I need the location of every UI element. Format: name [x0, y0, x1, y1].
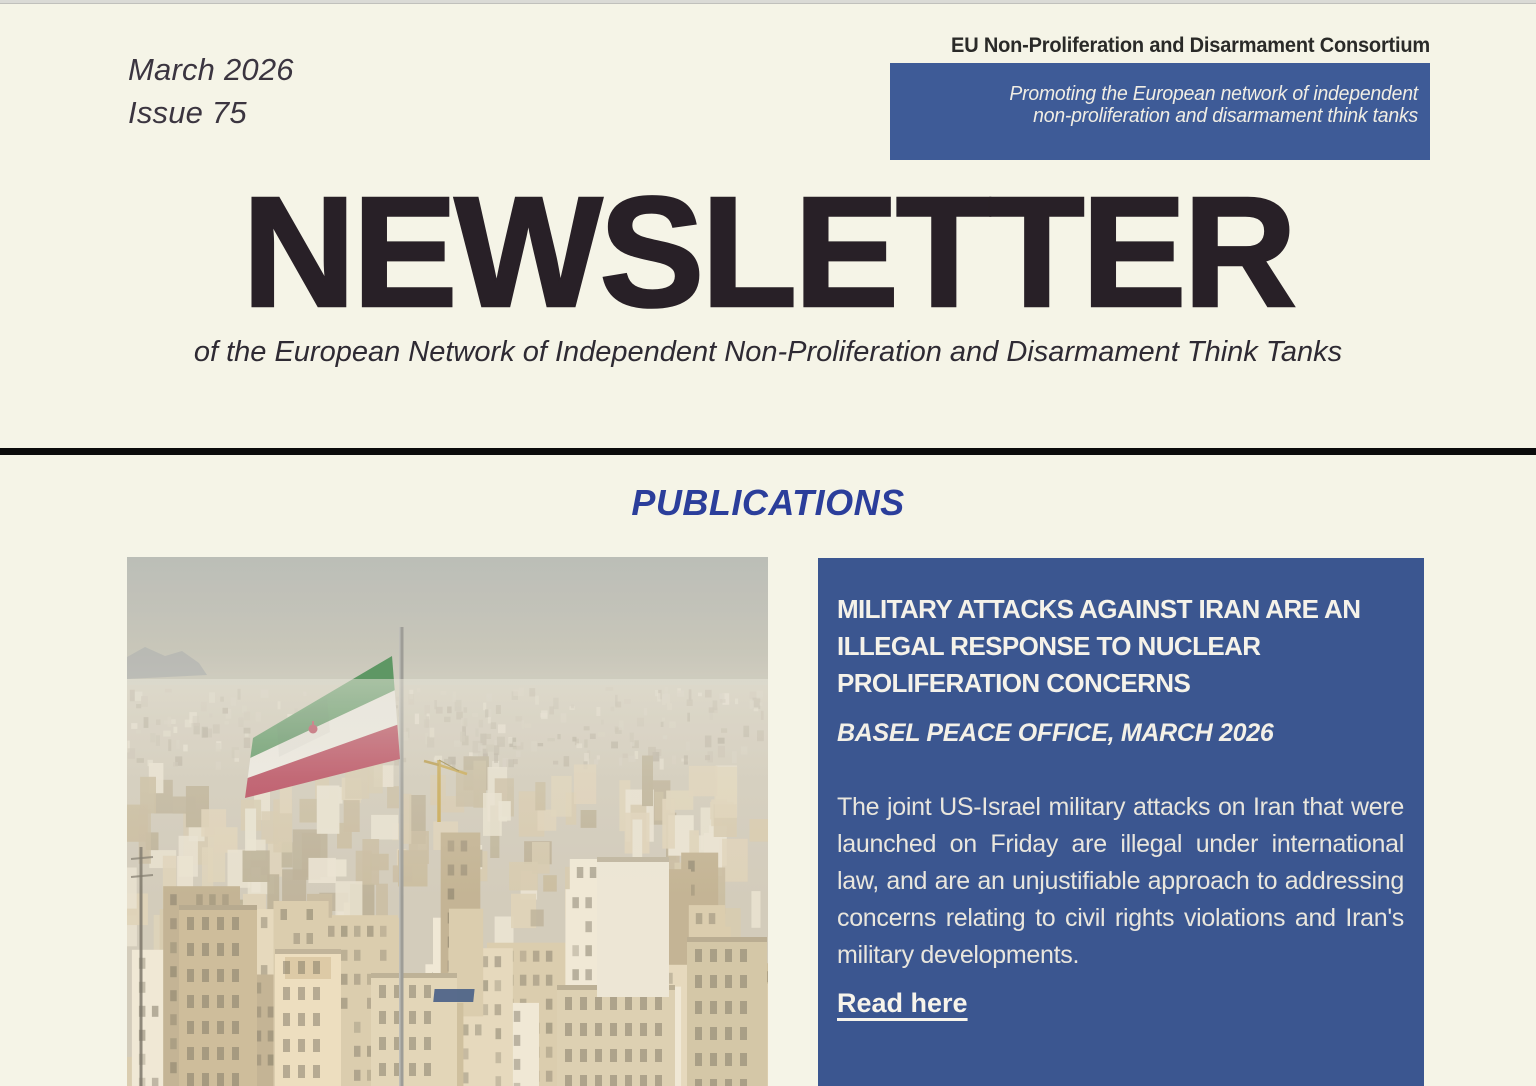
publications-heading: PUBLICATIONS: [631, 482, 905, 523]
consortium-tagline-line1: Promoting the European network of independent: [1009, 83, 1418, 105]
photo-wash: [127, 557, 768, 1086]
article-body: The joint US-Israel military attacks on Iran that were launched on Friday are illegal under international law, and are an unjustifiable approach to addressing concerns relating to civil rights violations and Iran's military developments.: [837, 793, 1404, 969]
issue-number: Issue 75: [128, 95, 247, 130]
consortium-block: [890, 33, 1430, 58]
read-here-link[interactable]: Read here: [837, 988, 968, 1018]
tehran-cityscape-illustration: [127, 557, 768, 1086]
article-title: MILITARY ATTACKS AGAINST IRAN ARE AN ILLEGAL RESPONSE TO NUCLEAR PROLIFERATION CONCERNS: [837, 594, 1361, 698]
article-card: [818, 558, 1424, 1086]
section-divider: [0, 448, 1536, 455]
newsletter-subtitle: of the European Network of Independent Non-Proliferation and Disarmament Think Tanks: [193, 336, 1343, 368]
article-photo: [127, 557, 768, 1086]
article-byline: BASEL PEACE OFFICE, MARCH 2026: [837, 719, 1274, 747]
consortium-tagline-line2: non-proliferation and disarmament think tanks: [1033, 105, 1418, 127]
issue-block: [128, 48, 294, 134]
issue-date: March 2026: [128, 52, 294, 87]
window-top-edge: [0, 0, 1536, 4]
consortium-title: EU Non-Proliferation and Disarmament Consortium: [951, 33, 1430, 57]
newsletter-title: NEWSLETTER: [242, 165, 1294, 340]
consortium-tagline-box: [890, 63, 1430, 160]
